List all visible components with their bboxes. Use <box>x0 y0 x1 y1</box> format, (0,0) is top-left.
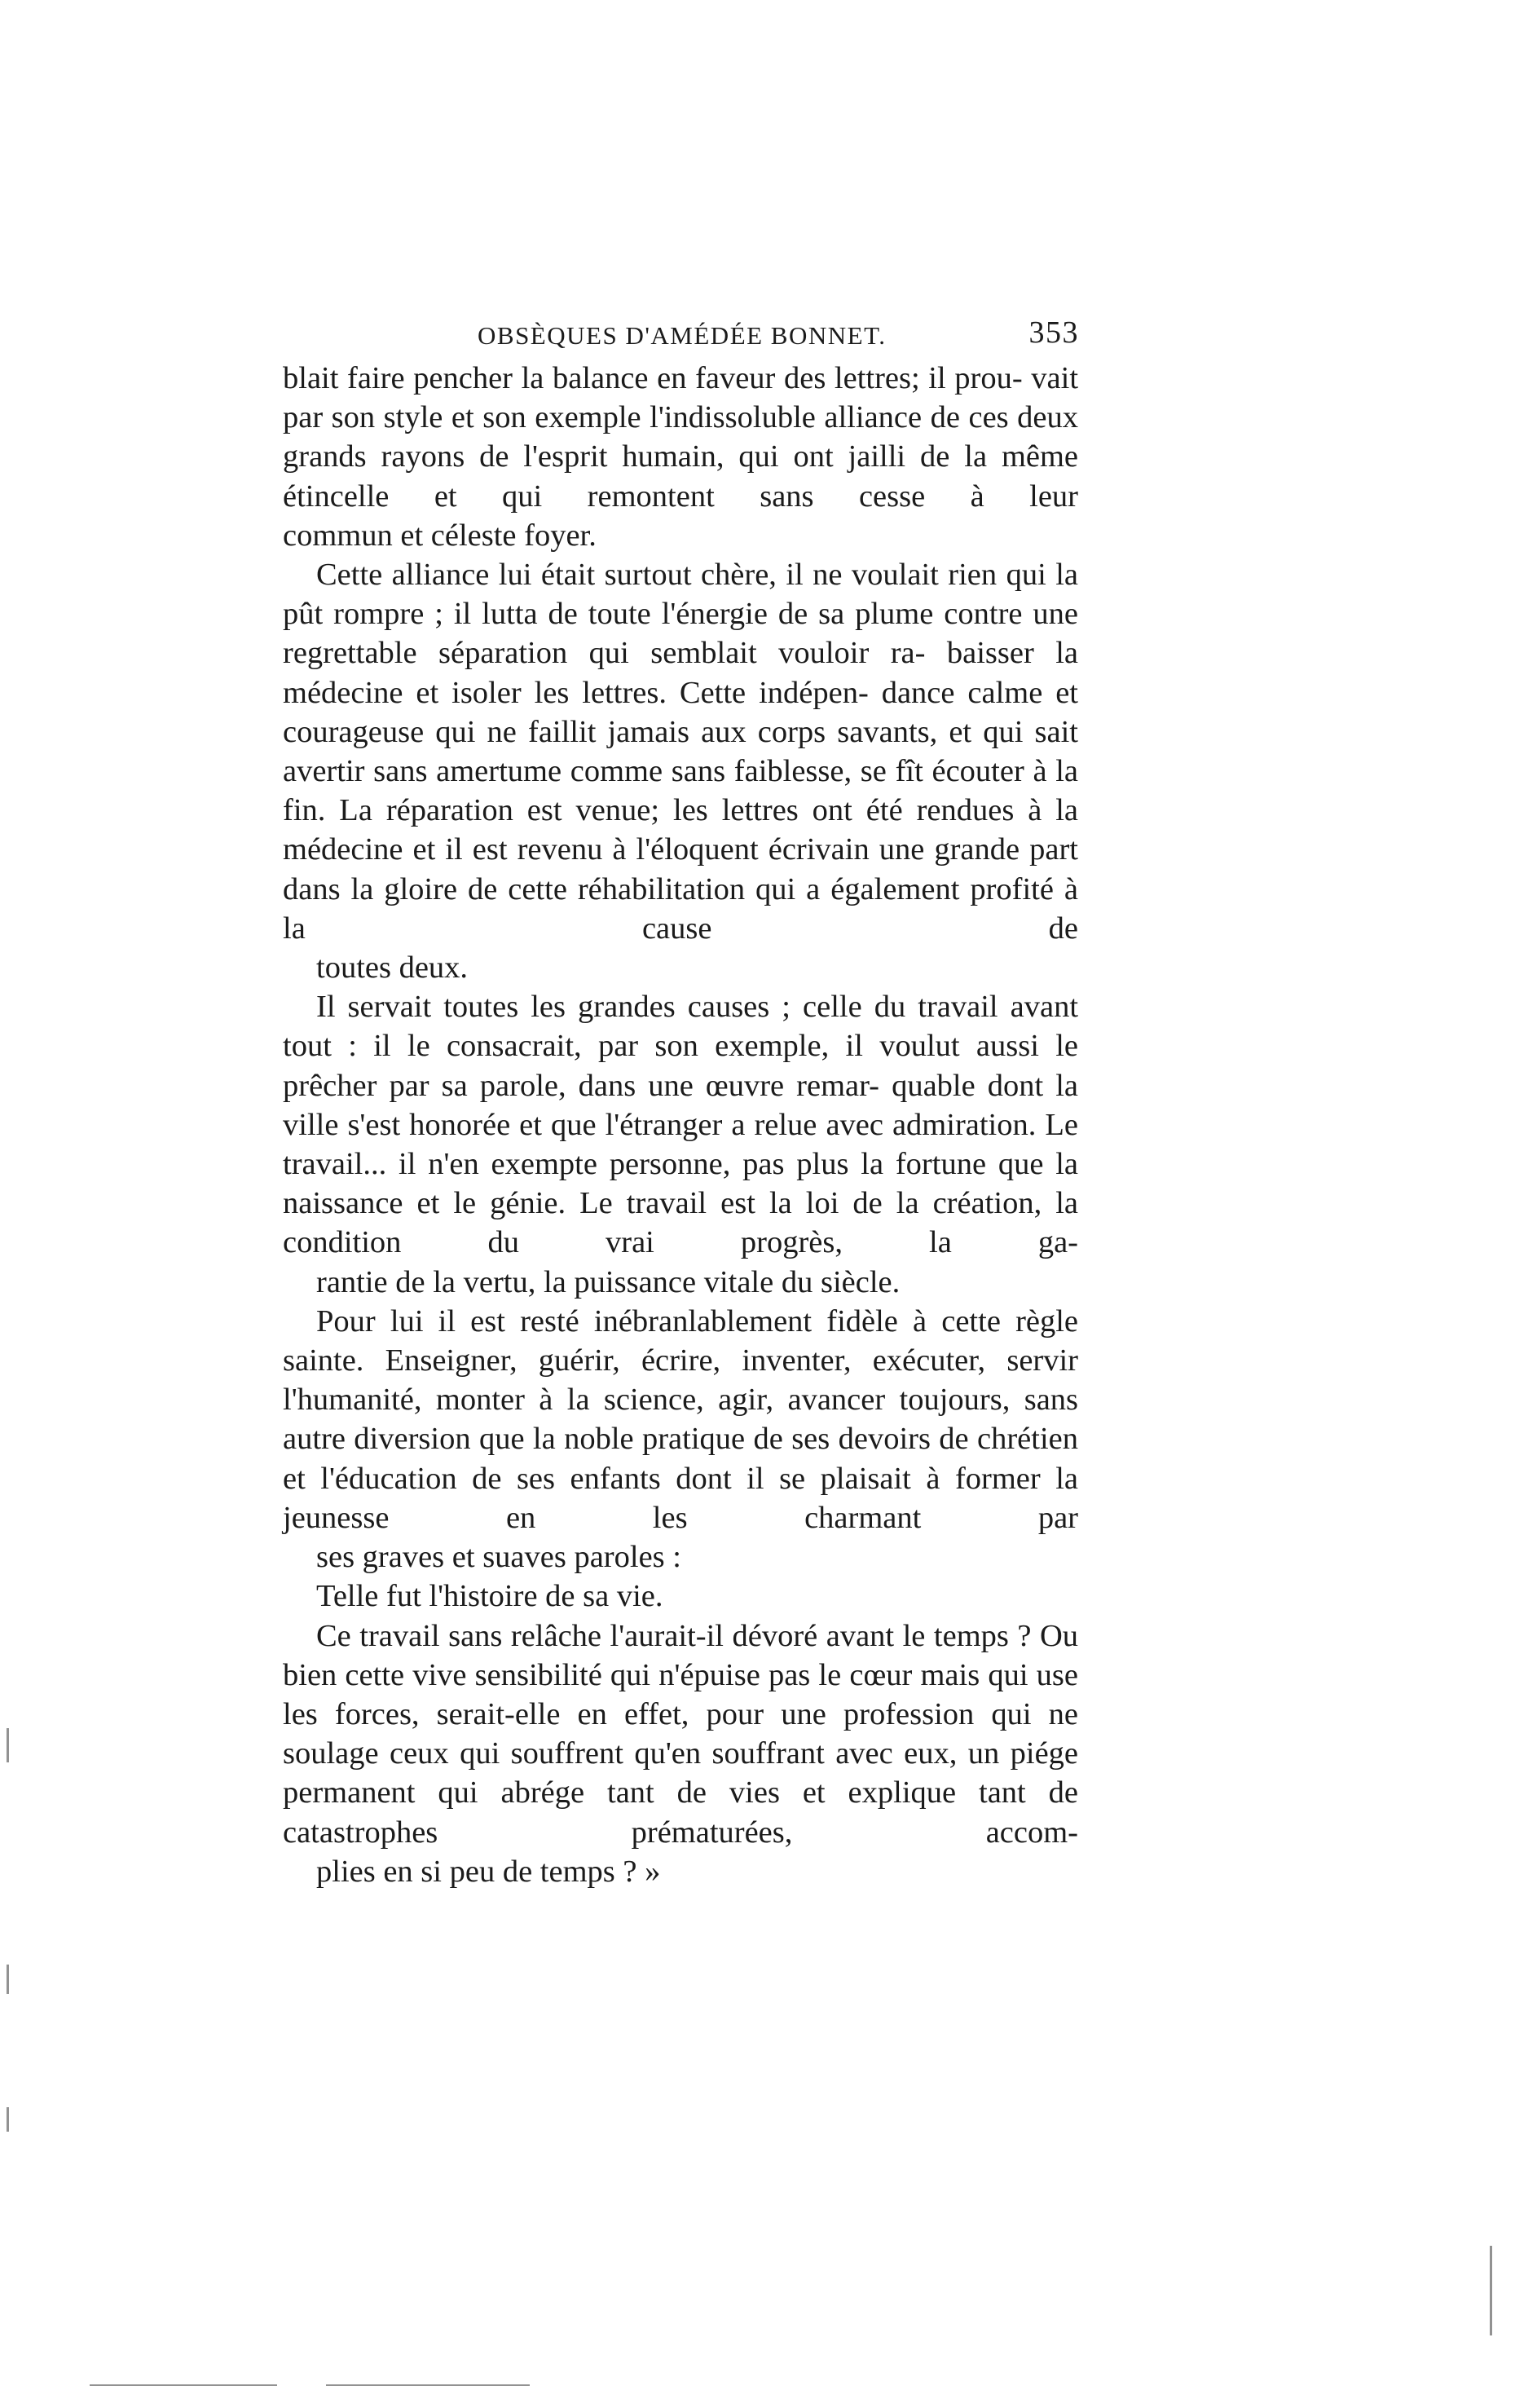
body-text <box>283 359 1078 1891</box>
text-line: avant tout : il le consacrait, par son exemple, il voulut <box>283 990 1079 1064</box>
text-line: Il servait toutes les grandes causes ; celle du travail <box>316 990 998 1025</box>
page-number: 353 <box>1028 315 1079 350</box>
scan-margin-mark <box>1490 2246 1492 2335</box>
text-line: Telle fut l'histoire de sa vie. <box>316 1579 663 1614</box>
text-line: servir l'humanité, monter à la science, agir, avancer <box>283 1343 1079 1418</box>
text-line: plies en si peu de temps ? » <box>316 1854 661 1889</box>
paragraph-6 <box>283 1616 1078 1891</box>
text-line: aussi le prêcher par sa parole, dans une œuvre remar- <box>283 1029 1079 1103</box>
text-line: souffrant avec eux, un piége permanent qui abrége tant de <box>283 1736 1078 1810</box>
scan-margin-mark <box>7 1728 9 1762</box>
scan-margin-mark <box>326 2384 530 2386</box>
scan-margin-mark <box>7 1965 9 1994</box>
text-line: vies et explique tant de catastrophes prématurées, accom- <box>283 1775 1078 1850</box>
text-line: qui la pût rompre ; il lutta de toute l'énergie de sa plume <box>283 558 1079 632</box>
text-line: il se plaisait à former la jeunesse en les charmant par <box>283 1461 1079 1535</box>
text-line: rantie de la vertu, la puissance vitale du siècle. <box>316 1264 901 1299</box>
text-line: dance calme et courageuse qui ne faillit jamais aux corps <box>283 675 1079 749</box>
text-line: ses graves et suaves paroles : <box>316 1540 681 1575</box>
text-line: Ce travail sans relâche l'aurait-il dévoré avant le <box>316 1618 926 1653</box>
scan-margin-mark <box>90 2384 277 2386</box>
text-line: règle sainte. Enseigner, guérir, écrire, inventer, exécuter, <box>283 1303 1079 1378</box>
paragraph-5 <box>283 1577 1078 1616</box>
paragraph-1 <box>283 359 1078 555</box>
text-line: ses devoirs de chrétien et l'éducation de ses enfants dont <box>283 1422 1078 1496</box>
text-line: les lettres ont été rendues à la médecine et il est revenu <box>283 793 1079 867</box>
text-line: commun et céleste foyer. <box>283 518 597 553</box>
text-line: faiblesse, se fît écouter à la fin. La réparation est venue; <box>283 754 1079 828</box>
text-line: Pour lui il est resté inébranlablement fidèle à cette <box>316 1303 1001 1339</box>
text-line: toutes deux. <box>316 950 469 986</box>
text-line: avec admiration. Le travail... il n'en exempte personne, pas <box>283 1107 1079 1182</box>
text-line: contre une regrettable séparation qui semblait vouloir ra- <box>283 597 1078 671</box>
text-line: blait faire pencher la balance en faveur des lettres; il prou- <box>283 361 1023 395</box>
text-line: la loi de la création, la condition du vrai progrès, la ga- <box>283 1186 1078 1260</box>
text-line: cœur mais qui use les forces, serait-elle en effet, pour <box>283 1657 1079 1731</box>
text-line: une profession qui ne soulage ceux qui souffrent qu'en <box>283 1696 1079 1771</box>
paragraph-3 <box>283 987 1078 1302</box>
text-line: savants, et qui sait avertir sans amertume comme sans <box>283 714 1078 789</box>
text-line: à l'éloquent écrivain une grande part dans la gloire de <box>283 832 1078 906</box>
running-head-title: OBSÈQUES D'AMÉDÉE BONNET. <box>478 321 887 350</box>
scan-margin-mark <box>7 2107 9 2132</box>
text-line: baisser la médecine et isoler les lettres. Cette indépen- <box>283 636 1078 710</box>
text-line: de la même étincelle et qui remontent sans cesse à leur <box>283 439 1079 514</box>
text-line: temps ? Ou bien cette vive sensibilité qui n'épuise pas le <box>283 1618 1079 1692</box>
text-line: quable dont la ville s'est honorée et que l'étranger a relue <box>283 1068 1079 1142</box>
text-line: Cette alliance lui était surtout chère, il ne voulait rien <box>316 558 998 593</box>
text-line: toujours, sans autre diversion que la noble pratique de <box>283 1383 1079 1457</box>
running-head <box>285 315 1079 360</box>
text-line: ces deux grands rayons de l'esprit humain, qui ont jailli <box>283 400 1079 474</box>
text-line: vait par son style et son exemple l'indissoluble alliance de <box>283 361 1079 435</box>
text-line: plus la fortune que la naissance et le génie. Le travail est <box>283 1147 1079 1221</box>
paragraph-4 <box>283 1302 1078 1577</box>
text-line: cette réhabilitation qui a également profité à la cause de <box>283 871 1078 946</box>
paragraph-2 <box>283 555 1078 987</box>
